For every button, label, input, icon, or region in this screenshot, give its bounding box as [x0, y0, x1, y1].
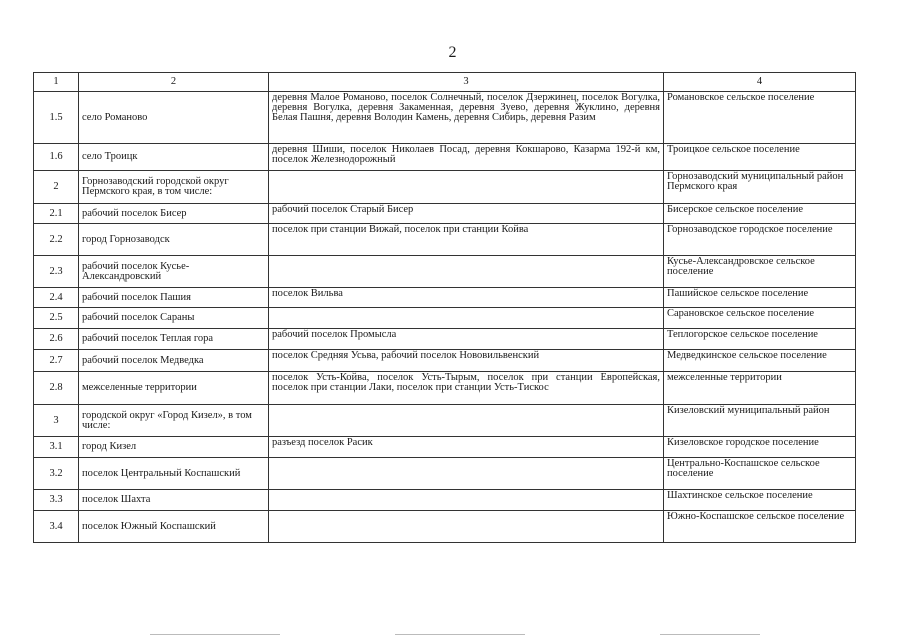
municipality-name: Шахтинское сельское поселение — [664, 490, 856, 511]
row-number: 2.2 — [34, 224, 79, 256]
header-cell: 4 — [664, 73, 856, 92]
municipality-name: Горнозаводский муниципальный район Пермского края — [664, 171, 856, 204]
municipality-name: Горнозаводское городское поселение — [664, 224, 856, 256]
table-row — [34, 437, 856, 458]
settlement-name: рабочий поселок Пашия — [79, 288, 269, 308]
settlement-name: межселенные территории — [79, 372, 269, 405]
row-number: 2 — [34, 171, 79, 204]
included-settlements — [269, 490, 664, 511]
scan-edge-line — [660, 634, 760, 635]
municipality-name: Пашийское сельское поселение — [664, 288, 856, 308]
settlement-name: рабочий поселок Теплая гора — [79, 329, 269, 350]
settlement-name: поселок Центральный Коспашский — [79, 458, 269, 490]
row-number: 2.4 — [34, 288, 79, 308]
included-settlements: разъезд поселок Расик — [269, 437, 664, 458]
included-settlements — [269, 458, 664, 490]
header-cell: 3 — [269, 73, 664, 92]
row-number: 3 — [34, 405, 79, 437]
settlement-name: Горнозаводский городской округ Пермского края, в том числе: — [79, 171, 269, 204]
table-row — [34, 329, 856, 350]
included-settlements — [269, 511, 664, 543]
row-number: 2.8 — [34, 372, 79, 405]
municipality-name: Центрально-Коспашское сельское поселение — [664, 458, 856, 490]
table-row — [34, 372, 856, 405]
row-number: 3.2 — [34, 458, 79, 490]
municipality-name: Теплогорское сельское поселение — [664, 329, 856, 350]
table-row — [34, 405, 856, 437]
settlement-name: рабочий поселок Кусье-Александровский — [79, 256, 269, 288]
settlement-name: рабочий поселок Бисер — [79, 204, 269, 224]
municipality-name: Кусье-Александровское сельское поселение — [664, 256, 856, 288]
settlement-name: город Горнозаводск — [79, 224, 269, 256]
row-number: 2.3 — [34, 256, 79, 288]
row-number: 3.1 — [34, 437, 79, 458]
municipality-name: Медведкинское сельское поселение — [664, 350, 856, 372]
municipality-name: Бисерское сельское поселение — [664, 204, 856, 224]
table-row — [34, 350, 856, 372]
page-number: 2 — [448, 44, 457, 61]
table-row — [34, 144, 856, 171]
row-number: 3.3 — [34, 490, 79, 511]
settlement-name: поселок Шахта — [79, 490, 269, 511]
table-row — [34, 204, 856, 224]
included-settlements: поселок Средняя Усьва, рабочий поселок Нововильвенский — [269, 350, 664, 372]
table-row — [34, 308, 856, 329]
settlement-name: поселок Южный Коспашский — [79, 511, 269, 543]
included-settlements: поселок Усть-Койва, поселок Усть-Тырым, поселок при станции Европейская, поселок при станции Лаки, поселок при станции Усть-Тискос — [269, 372, 664, 405]
settlement-name: городской округ «Город Кизел», в том числе: — [79, 405, 269, 437]
included-settlements: деревня Малое Романово, поселок Солнечный, поселок Дзержинец, поселок Вогулка, деревня Вогулка, деревня Закаменная, деревня Зуево, деревня Жуклино, деревня Белая Пашня, деревня Володин Камень, деревня Сибирь, деревня Разим — [269, 92, 664, 144]
table-row — [34, 224, 856, 256]
municipality-name: Романовское сельское поселение — [664, 92, 856, 144]
included-settlements: поселок Вильва — [269, 288, 664, 308]
row-number: 2.5 — [34, 308, 79, 329]
header-cell: 1 — [34, 73, 79, 92]
table-row — [34, 458, 856, 490]
scan-edge-line — [395, 634, 525, 635]
included-settlements — [269, 171, 664, 204]
table-row — [34, 171, 856, 204]
row-number: 1.5 — [34, 92, 79, 144]
settlement-name: город Кизел — [79, 437, 269, 458]
municipality-name: Кизеловское городское поселение — [664, 437, 856, 458]
settlement-name: рабочий поселок Медведка — [79, 350, 269, 372]
included-settlements: деревня Шиши, поселок Николаев Посад, деревня Кокшарово, Казарма 192-й км, поселок Железнодорожный — [269, 144, 664, 171]
included-settlements: рабочий поселок Промысла — [269, 329, 664, 350]
municipality-name: Южно-Коспашское сельское поселение — [664, 511, 856, 543]
included-settlements — [269, 405, 664, 437]
row-number: 1.6 — [34, 144, 79, 171]
header-cell: 2 — [79, 73, 269, 92]
settlements-table — [33, 72, 856, 543]
table-row — [34, 256, 856, 288]
row-number: 3.4 — [34, 511, 79, 543]
scan-edge-line — [150, 634, 280, 635]
included-settlements: поселок при станции Вижай, поселок при станции Койва — [269, 224, 664, 256]
municipality-name: Троицкое сельское поселение — [664, 144, 856, 171]
municipality-name: Кизеловский муниципальный район — [664, 405, 856, 437]
municipality-name: Сарановское сельское поселение — [664, 308, 856, 329]
municipality-name: межселенные территории — [664, 372, 856, 405]
table-header-row — [34, 73, 856, 92]
included-settlements — [269, 308, 664, 329]
table-row — [34, 92, 856, 144]
row-number: 2.1 — [34, 204, 79, 224]
table-row — [34, 490, 856, 511]
settlement-name: рабочий поселок Сараны — [79, 308, 269, 329]
row-number: 2.6 — [34, 329, 79, 350]
included-settlements — [269, 256, 664, 288]
table-row — [34, 511, 856, 543]
included-settlements: рабочий поселок Старый Бисер — [269, 204, 664, 224]
settlement-name: село Троицк — [79, 144, 269, 171]
table-row — [34, 288, 856, 308]
settlement-name: село Романово — [79, 92, 269, 144]
row-number: 2.7 — [34, 350, 79, 372]
